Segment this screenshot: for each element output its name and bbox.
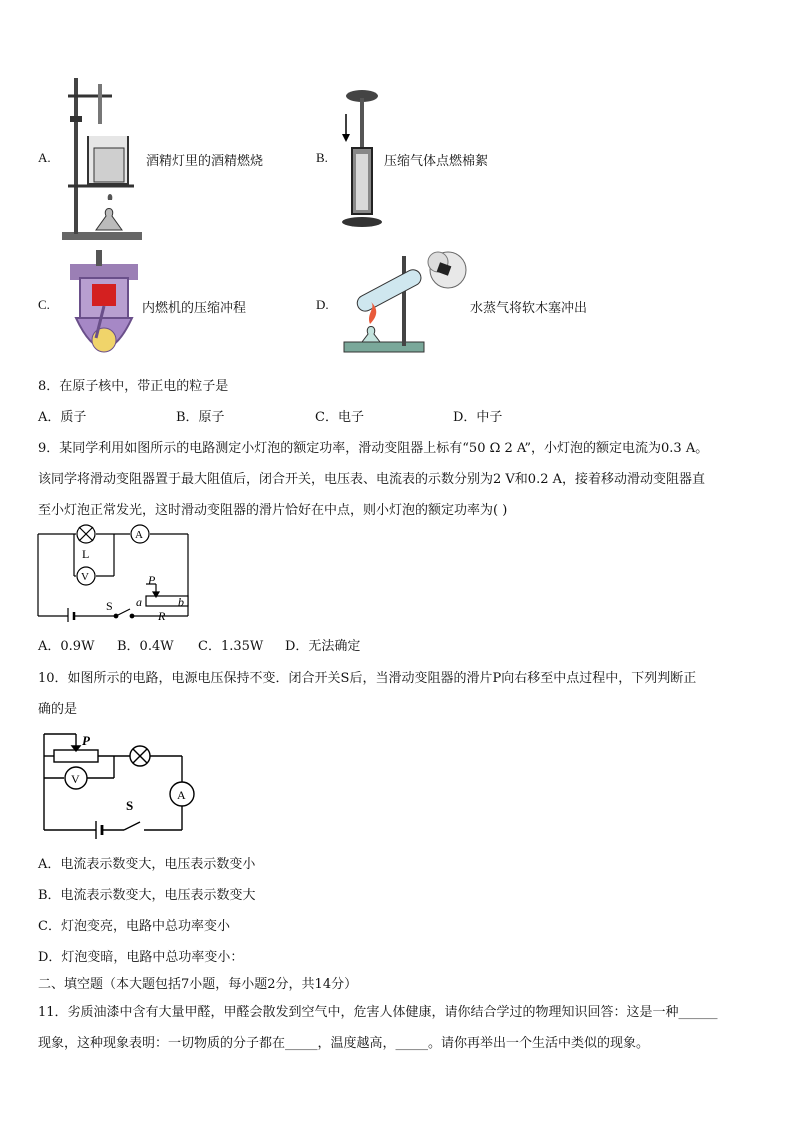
circuit-9-end-b-label: b — [178, 595, 184, 609]
question-10-option-a: A．电流表示数变大，电压表示数变小 — [38, 857, 256, 872]
option-a-letter: A. — [38, 150, 51, 165]
question-9-option-b: B．0.4W — [117, 639, 174, 654]
circuit-9-lamp-label: L — [82, 547, 90, 561]
circuit-9-slider-label: P — [148, 573, 156, 587]
section-2-heading: 二、填空题（本大题包括7小题，每小题2分，共14分） — [38, 977, 358, 992]
circuit-10-voltmeter-label: V — [71, 772, 80, 786]
circuit-9-voltmeter-label: V — [81, 571, 89, 583]
internal-combustion-engine-figure — [66, 248, 142, 366]
option-c-text: 内燃机的压缩冲程 — [142, 301, 247, 316]
question-8-option-c: C．电子 — [315, 410, 364, 425]
question-8-option-d: D．中子 — [453, 410, 503, 425]
option-a-text: 酒精灯里的酒精燃烧 — [146, 154, 264, 169]
question-8-stem: 8．在原子核中，带正电的粒子是 — [38, 379, 229, 394]
circuit-9-end-a-label: a — [136, 595, 142, 609]
circuit-10-ammeter-label: A — [177, 788, 186, 802]
question-9-option-d: D．无法确定 — [285, 639, 361, 654]
question-9-line-3: 至小灯泡正常发光，这时滑动变阻器的滑片恰好在中点，则小灯泡的额定功率为( ) — [38, 503, 508, 518]
option-b-text: 压缩气体点燃棉絮 — [384, 154, 489, 169]
question-10-circuit-diagram — [40, 726, 204, 836]
circuit-10-slider-label: P — [82, 733, 90, 748]
question-10-line-2: 确的是 — [38, 702, 78, 717]
option-b-letter: B. — [316, 150, 328, 165]
question-9-option-a: A．0.9W — [38, 639, 95, 654]
question-9-circuit-diagram — [34, 522, 194, 624]
question-9-line-2: 该同学将滑动变阻器置于最大阻值后，闭合开关，电压表、电流表的示数分别为2 V和0.2 A，接着移动滑动变阻器直 — [38, 472, 705, 487]
circuit-9-resistor-label: R — [158, 609, 166, 623]
option-c-letter: C. — [38, 297, 50, 312]
circuit-9-switch-label: S — [106, 599, 113, 613]
compression-cylinder-figure — [338, 88, 384, 228]
question-10-line-1: 10．如图所示的电路，电源电压保持不变．闭合开关S后，当滑动变阻器的滑片P向右移至中点过程中，下列判断正 — [38, 671, 697, 686]
question-8-option-a: A．质子 — [38, 410, 87, 425]
question-8-option-b: B．原子 — [176, 410, 225, 425]
question-9-option-c: C．1.35W — [198, 639, 264, 654]
alcohol-lamp-apparatus-figure — [62, 76, 146, 244]
question-10-option-d: D．灯泡变暗，电路中总功率变小： — [38, 950, 244, 965]
question-11-line-1: 11．劣质油漆中含有大量甲醛，甲醛会散发到空气中，危害人体健康，请你结合学过的物理知识回答：这是一种______ — [38, 1005, 718, 1020]
circuit-10-switch-label: S — [126, 798, 134, 813]
question-10-option-c: C．灯泡变亮，电路中总功率变小 — [38, 919, 230, 934]
circuit-9-ammeter-label: A — [135, 529, 143, 541]
question-10-option-b: B．电流表示数变大，电压表示数变大 — [38, 888, 256, 903]
question-9-line-1: 9．某同学利用如图所示的电路测定小灯泡的额定功率，滑动变阻器上标有“50 Ω 2 A”，小灯泡的额定电流为0.3 A。 — [38, 441, 709, 456]
option-d-letter: D. — [316, 297, 329, 312]
option-d-text: 水蒸气将软木塞冲出 — [470, 301, 588, 316]
steam-test-tube-figure — [340, 248, 470, 364]
question-11-line-2: 现象，这种现象表明：一切物质的分子都在_____，温度越高，_____。请你再举出一个生活中类似的现象。 — [38, 1036, 650, 1051]
